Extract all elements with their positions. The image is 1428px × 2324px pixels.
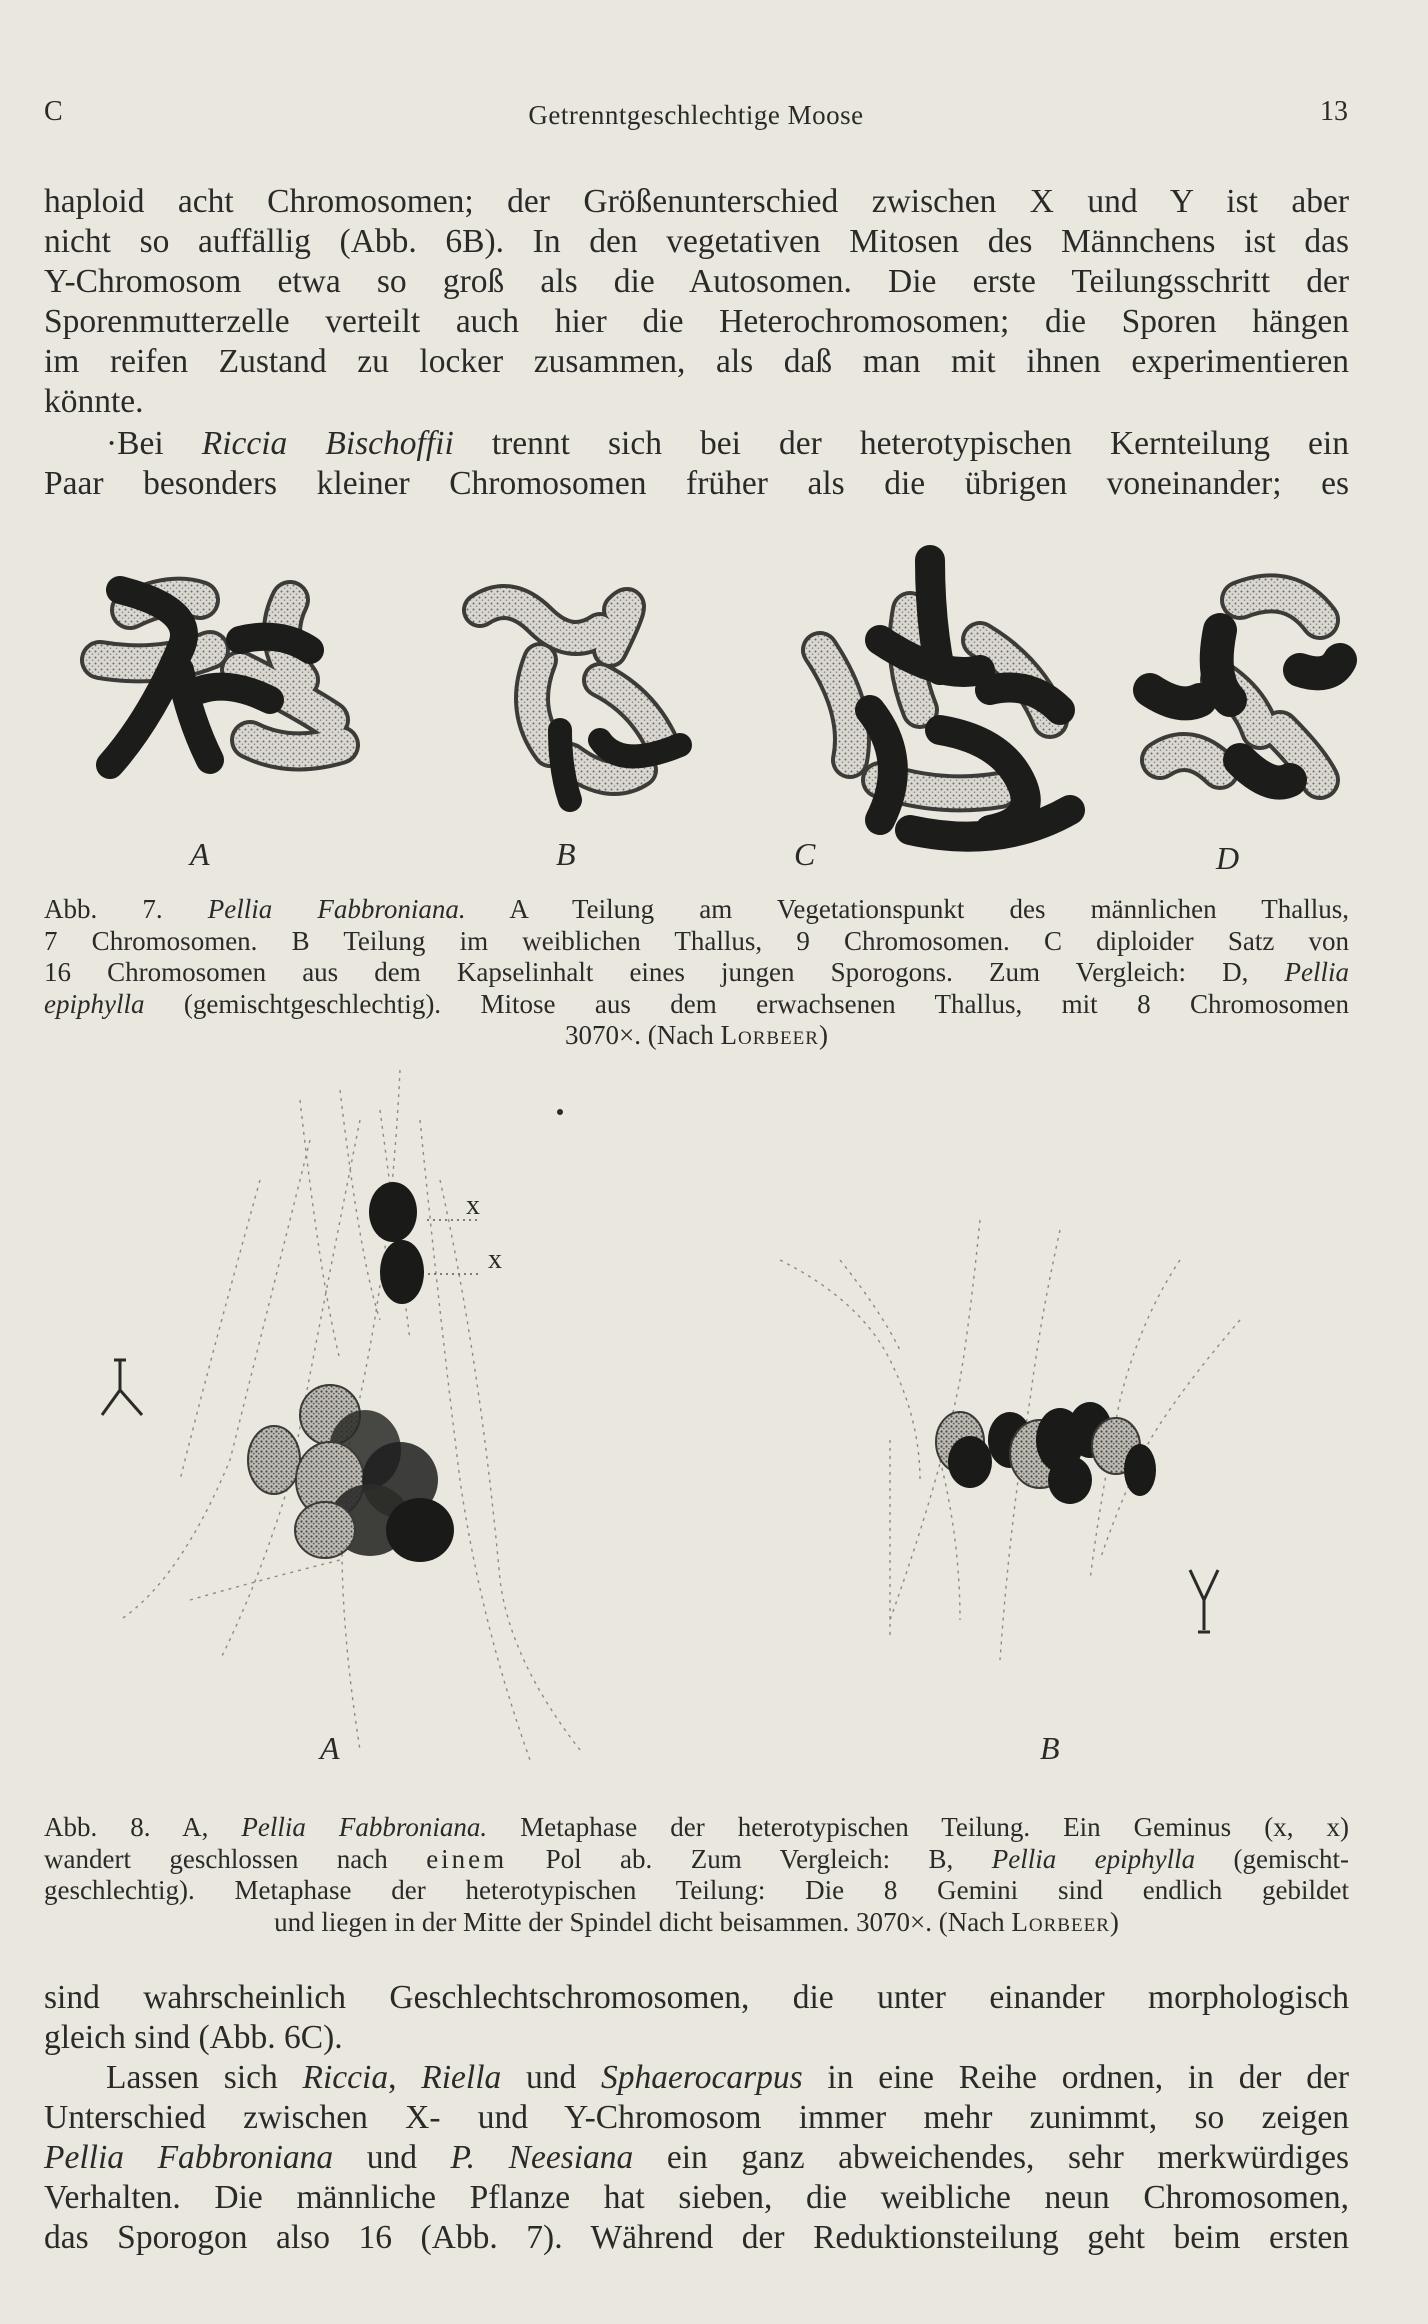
figure-7-label-b: B	[556, 836, 576, 872]
caption-line: und liegen in der Mitte der Spindel dicht beisammen. 3070×. (Nach Lorbeer)	[274, 1906, 1119, 1937]
text-line: Verhalten. Die männliche Pflanze hat sieben, die weibliche neun Chromosomen,	[44, 2179, 1349, 2216]
caption-line: 3070×. (Nach Lorbeer)	[565, 1020, 828, 1050]
caption-line: Abb. 7. Pellia Fabbroniana. A Teilung am Vegetationspunkt des männlichen Thallus,	[44, 894, 1350, 924]
text-line: Y-Chromosom etwa so groß als die Autosomen. Die erste Teilungsschritt der	[44, 263, 1349, 300]
figure-7-label-a: A	[190, 836, 210, 872]
text-line: haploid acht Chromosomen; der Größenunterschied zwischen X und Y ist aber	[44, 183, 1349, 220]
caption-line: epiphylla (gemischtgeschlechtig). Mitose aus dem erwachsenen Thallus, mit 8 Chromosomen	[44, 988, 1349, 1019]
chromosome-set-b	[480, 602, 680, 800]
text-line: Sporenmutterzelle verteilt auch hier die Heterochromosomen; die Sporen hängen	[44, 303, 1349, 340]
figure-8	[60, 1060, 1360, 1800]
text-line: nicht so auffällig (Abb. 6B). In den vegetativen Mitosen des Männchens ist das	[44, 223, 1349, 260]
figure-7	[40, 530, 1360, 890]
x-mark-1: x	[466, 1190, 480, 1221]
page-number: 13	[1320, 96, 1348, 127]
caption-line: 16 Chromosomen aus dem Kapselinhalt eines jungen Sporogons. Zum Vergleich: D, Pellia	[44, 957, 1349, 987]
text-line: das Sporogon also 16 (Abb. 7). Während der Reduktionsteilung geht beim ersten	[44, 2219, 1349, 2256]
figure-8-caption	[44, 1812, 1349, 1938]
chromosome-cluster-b	[936, 1402, 1156, 1504]
running-title: Getrenntgeschlechtige Moose	[528, 100, 864, 130]
text-line: gleich sind (Abb. 6C).	[44, 2019, 343, 2056]
figure-8-drawing	[60, 1060, 1360, 1760]
text-line: im reifen Zustand zu locker zusammen, als daß man mit ihnen experimentieren	[44, 343, 1349, 380]
text-line: Unterschied zwischen X- und Y-Chromosom immer mehr zunimmt, so zeigen	[44, 2099, 1349, 2136]
paragraph-1	[44, 182, 1349, 422]
text-line: ·Bei Riccia Bischoffii trennt sich bei der heterotypischen Kernteilung ein	[106, 425, 1349, 462]
figure-8-label-a: A	[320, 1730, 340, 1766]
signature-mark: C	[44, 96, 63, 127]
figure-7-drawing	[40, 530, 1360, 870]
text-line: Pellia Fabbroniana und P. Neesiana ein ganz abweichendes, sehr merkwürdiges	[44, 2139, 1349, 2176]
caption-line: 7 Chromosomen. B Teilung im weiblichen Thallus, 9 Chromosomen. C diploider Satz von	[44, 925, 1349, 956]
chromosome-cluster-a	[248, 1385, 454, 1562]
chromosome-set-a	[100, 590, 340, 765]
pole-mark-b-icon	[1190, 1570, 1218, 1632]
pole-mark-a-icon	[102, 1360, 142, 1415]
figure-8-label-b: B	[1040, 1730, 1060, 1766]
ink-dot	[557, 1109, 563, 1115]
caption-line: geschlechtig). Metaphase der heterotypischen Teilung: Die 8 Gemini sind endlich gebildet	[44, 1875, 1349, 1905]
caption-line: wandert geschlossen nach einem Pol ab. Zum Vergleich: B, Pellia epiphylla (gemischt-	[44, 1843, 1350, 1874]
figure-7-caption	[44, 894, 1349, 1052]
running-header	[44, 96, 1348, 136]
caption-line: Abb. 8. A, Pellia Fabbroniana. Metaphase der heterotypischen Teilung. Ein Geminus (x, x)	[44, 1812, 1349, 1842]
geminus-x-x	[369, 1182, 480, 1304]
x-mark-2: x	[488, 1244, 502, 1275]
text-line: Lassen sich Riccia, Riella und Sphaerocarpus in eine Reihe ordnen, in der der	[106, 2059, 1350, 2096]
paragraph-2	[44, 424, 1349, 504]
text-line: könnte.	[44, 383, 144, 420]
text-line: Paar besonders kleiner Chromosomen früher als die übrigen voneinander; es	[44, 465, 1349, 502]
text-line: sind wahrscheinlich Geschlechtschromosomen, die unter einander morphologisch	[44, 1979, 1349, 2016]
chromosome-set-c	[820, 560, 1070, 837]
figure-7-label-d: D	[1216, 840, 1240, 876]
figure-7-label-c: C	[794, 836, 816, 872]
paragraph-4	[44, 2058, 1349, 2258]
chromosome-set-d	[1150, 593, 1340, 782]
paragraph-3	[44, 1978, 1349, 2058]
